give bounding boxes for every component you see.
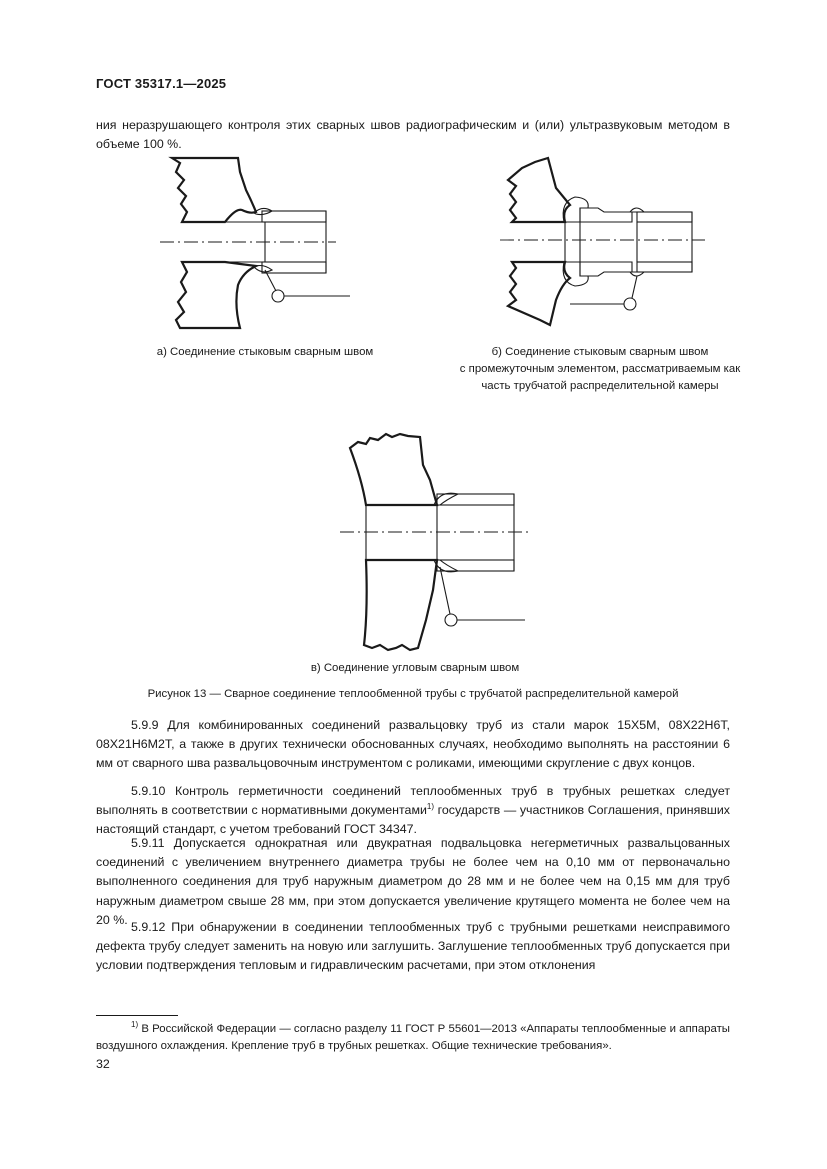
- standard-header: ГОСТ 35317.1—2025: [96, 76, 227, 91]
- figure-b-caption-line1: б) Соединение стыковым сварным швом: [491, 346, 709, 358]
- figure-a-tube: [262, 211, 326, 273]
- footnote-text: В Российской Федерации — согласно разделу 11 ГОСТ Р 55601—2013 «Аппараты теплообменные и аппараты воздушного охлаждения. Крепление труб в трубных решетках. Общие технические требования».: [96, 1023, 730, 1052]
- figure-b-caption-line3: часть трубчатой распределительной камеры: [481, 380, 719, 392]
- figure-b-caption-line2: с промежуточным элементом, рассматриваемым как: [459, 363, 741, 375]
- figure-c-tube: [366, 494, 514, 571]
- figure-a-wall: [172, 158, 265, 328]
- footnote-reference: 1): [426, 802, 435, 812]
- footnote-marker: 1): [131, 1020, 139, 1029]
- figure-b-intermediate: [565, 208, 632, 276]
- figure-b-leader: [570, 276, 637, 310]
- clause-5-9-11: 5.9.11 Допускается однократная или двукратная подвальцовка негерметичных развальцованных соединений с увеличением внутреннего диаметра трубы не более чем на 0,10 мм от первоначально выполненного соединения для труб наружным диаметром до 28 мм и не более чем на 0,15 мм для труб наружным диаметром свыше 28 мм, при этом допускается увеличение крутящего момента не более чем на 20 %.: [96, 836, 730, 927]
- figure-c-weld: [434, 493, 458, 572]
- figure-b-tube: [637, 212, 692, 272]
- intro-paragraph: ния неразрушающего контроля этих сварных швов радиографическим и (или) ультразвуковым методом в объеме 100 %.: [96, 118, 730, 152]
- footnote: [96, 1021, 730, 1055]
- figure-b-caption: [430, 344, 770, 395]
- figure-b-welds: [563, 197, 644, 286]
- figure-c-wall: [350, 434, 437, 650]
- figure-c-caption: в) Соединение угловым сварным швом: [310, 662, 520, 674]
- page-number: 32: [96, 1057, 110, 1071]
- figure-title: Рисунок 13 — Сварное соединение теплообменной трубы с трубчатой распределительной камерой: [147, 688, 679, 700]
- figure-a-weld: [254, 208, 272, 271]
- figure-c-leader: [440, 567, 525, 626]
- clause-5-9-10: [96, 782, 730, 840]
- figure-a-caption: а) Соединение стыковым сварным швом: [156, 346, 374, 358]
- figure-a-leader: [265, 270, 350, 302]
- figure-b-wall: [508, 158, 570, 325]
- clause-5-9-10-text-a: 5.9.10 Контроль герметичности соединений теплообменных труб в трубных решетках следует выполнять в соответствии с нормативными документами: [96, 784, 730, 818]
- clause-5-9-10-text-b: государств — участников Соглашения, принявших настоящий стандарт, с учетом требований ГОСТ 34347.: [96, 803, 730, 837]
- clause-5-9-12: 5.9.12 При обнаружении в соединении теплообменных труб с трубными решетками неисправимого дефекта трубу следует заменить на новую или заглушить. Заглушение теплообменных труб допускается при условии подтверждения тепловым и гидравлическим расчетами, при этом отклонения: [96, 920, 730, 973]
- footnote-divider: [96, 1015, 178, 1016]
- clause-5-9-9: 5.9.9 Для комбинированных соединений развальцовку труб из стали марок 15Х5М, 08Х22Н6Т, 08Х21Н6М2Т, а также в других технически обоснованных случаях, необходимо выполнять на расстоянии 6 мм от сварного шва развальцовочным инструментом с роликами, имеющими скругление с двух концов.: [96, 718, 730, 771]
